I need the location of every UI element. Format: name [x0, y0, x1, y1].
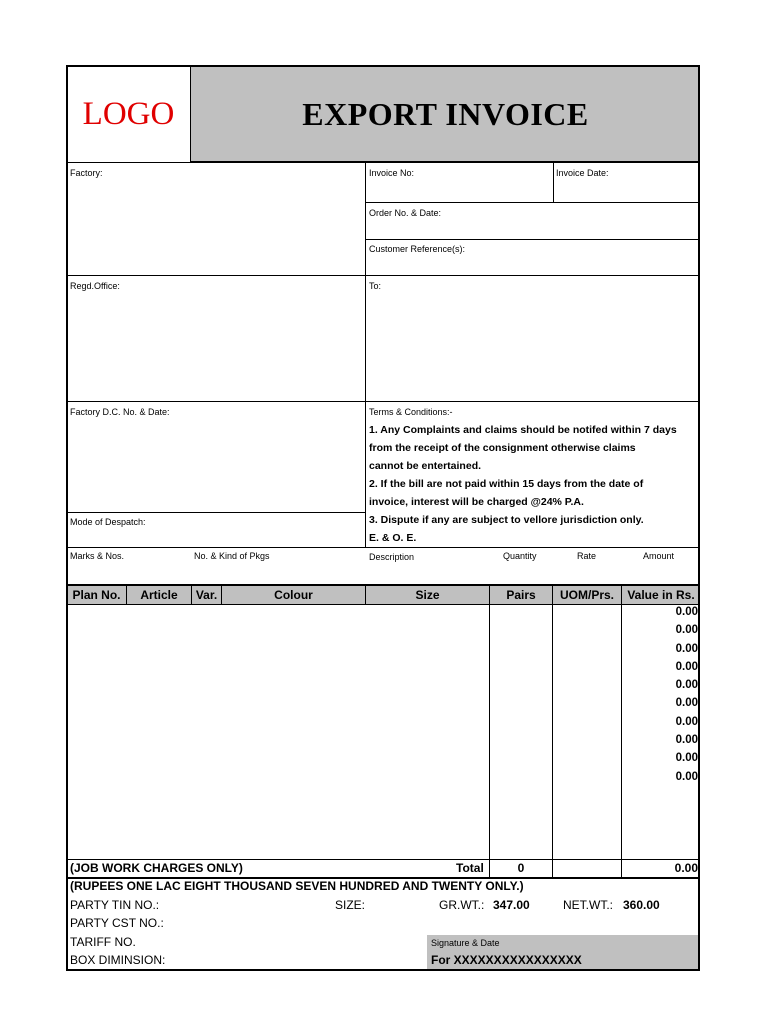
- box-dimension-label: BOX DIMINSION:: [70, 953, 166, 967]
- gr-wt-label: GR.WT.:: [439, 898, 485, 912]
- terms-line: E. & O. E.: [369, 532, 417, 544]
- invoice-no-label: Invoice No:: [369, 168, 415, 178]
- terms-line: invoice, interest will be charged @24% P.A.: [369, 496, 584, 508]
- terms-line: 1. Any Complaints and claims should be notifed within 7 days: [369, 424, 677, 436]
- factory-label: Factory:: [70, 168, 103, 178]
- terms-line: 3. Dispute if any are subject to vellore jurisdiction only.: [369, 514, 644, 526]
- amount-label: Amount: [643, 551, 675, 561]
- table-row-value: 0.00: [675, 752, 698, 765]
- col-var: Var.: [195, 588, 218, 602]
- table-row-value: 0.00: [675, 770, 698, 783]
- col-article: Article: [140, 588, 178, 602]
- col-uom: UOM/Prs.: [559, 588, 614, 602]
- customer-reference-label: Customer Reference(s):: [369, 244, 466, 254]
- factory-dc-label: Factory D.C. No. & Date:: [70, 407, 170, 417]
- job-work-note: (JOB WORK CHARGES ONLY): [70, 861, 243, 875]
- mode-of-despatch-label: Mode of Despatch:: [70, 517, 146, 527]
- logo: LOGO: [82, 95, 175, 132]
- terms-list: [369, 421, 677, 547]
- terms-title: Terms & Conditions:-: [369, 407, 453, 417]
- terms-line: 2. If the bill are not paid within 15 days from the date of: [369, 478, 644, 490]
- size-label: SIZE:: [335, 898, 366, 912]
- description-label: Description: [369, 552, 415, 562]
- party-cst-label: PARTY CST NO.:: [70, 916, 164, 930]
- terms-line: from the receipt of the consignment otherwise claims: [369, 442, 636, 454]
- table-row-value: 0.00: [675, 679, 698, 692]
- order-no-label: Order No. & Date:: [369, 208, 442, 218]
- regd-office-label: Regd.Office:: [70, 281, 120, 291]
- net-wt-label: NET.WT.:: [563, 898, 613, 912]
- terms-line: cannot be entertained.: [369, 460, 482, 472]
- amount-in-words: (RUPEES ONE LAC EIGHT THOUSAND SEVEN HUNDRED AND TWENTY ONLY.): [70, 879, 524, 893]
- col-value: Value in Rs.: [627, 588, 695, 602]
- col-plan-no: Plan No.: [72, 588, 121, 602]
- invoice-title: EXPORT INVOICE: [302, 95, 589, 132]
- table-row-value: 0.00: [675, 697, 698, 710]
- quantity-label: Quantity: [503, 551, 537, 561]
- col-pairs: Pairs: [506, 588, 536, 602]
- total-pairs: 0: [517, 861, 525, 875]
- table-row-value: 0.00: [675, 642, 698, 655]
- col-size: Size: [415, 588, 440, 602]
- col-colour: Colour: [274, 588, 313, 602]
- net-wt-value: 360.00: [623, 898, 660, 912]
- party-tin-label: PARTY TIN NO.:: [70, 898, 160, 912]
- marks-label: Marks & Nos.: [70, 551, 125, 561]
- signature-label: Signature & Date: [431, 938, 500, 948]
- table-row-value: 0.00: [675, 715, 698, 728]
- invoice-date-label: Invoice Date:: [556, 168, 609, 178]
- tariff-label: TARIFF NO.: [70, 935, 136, 949]
- table-row-value: 0.00: [675, 660, 698, 673]
- total-value: 0.00: [674, 861, 698, 875]
- table-row-value: 0.00: [675, 624, 698, 637]
- table-row-value: 0.00: [675, 734, 698, 747]
- rate-label: Rate: [577, 551, 597, 561]
- value-column: [622, 603, 698, 786]
- signature-for: For XXXXXXXXXXXXXXXX: [431, 953, 582, 967]
- to-label: To:: [369, 281, 382, 291]
- gr-wt-value: 347.00: [493, 898, 530, 912]
- total-label: Total: [456, 861, 484, 875]
- pkgs-label: No. & Kind of Pkgs: [194, 551, 270, 561]
- table-row-value: 0.00: [675, 606, 698, 618]
